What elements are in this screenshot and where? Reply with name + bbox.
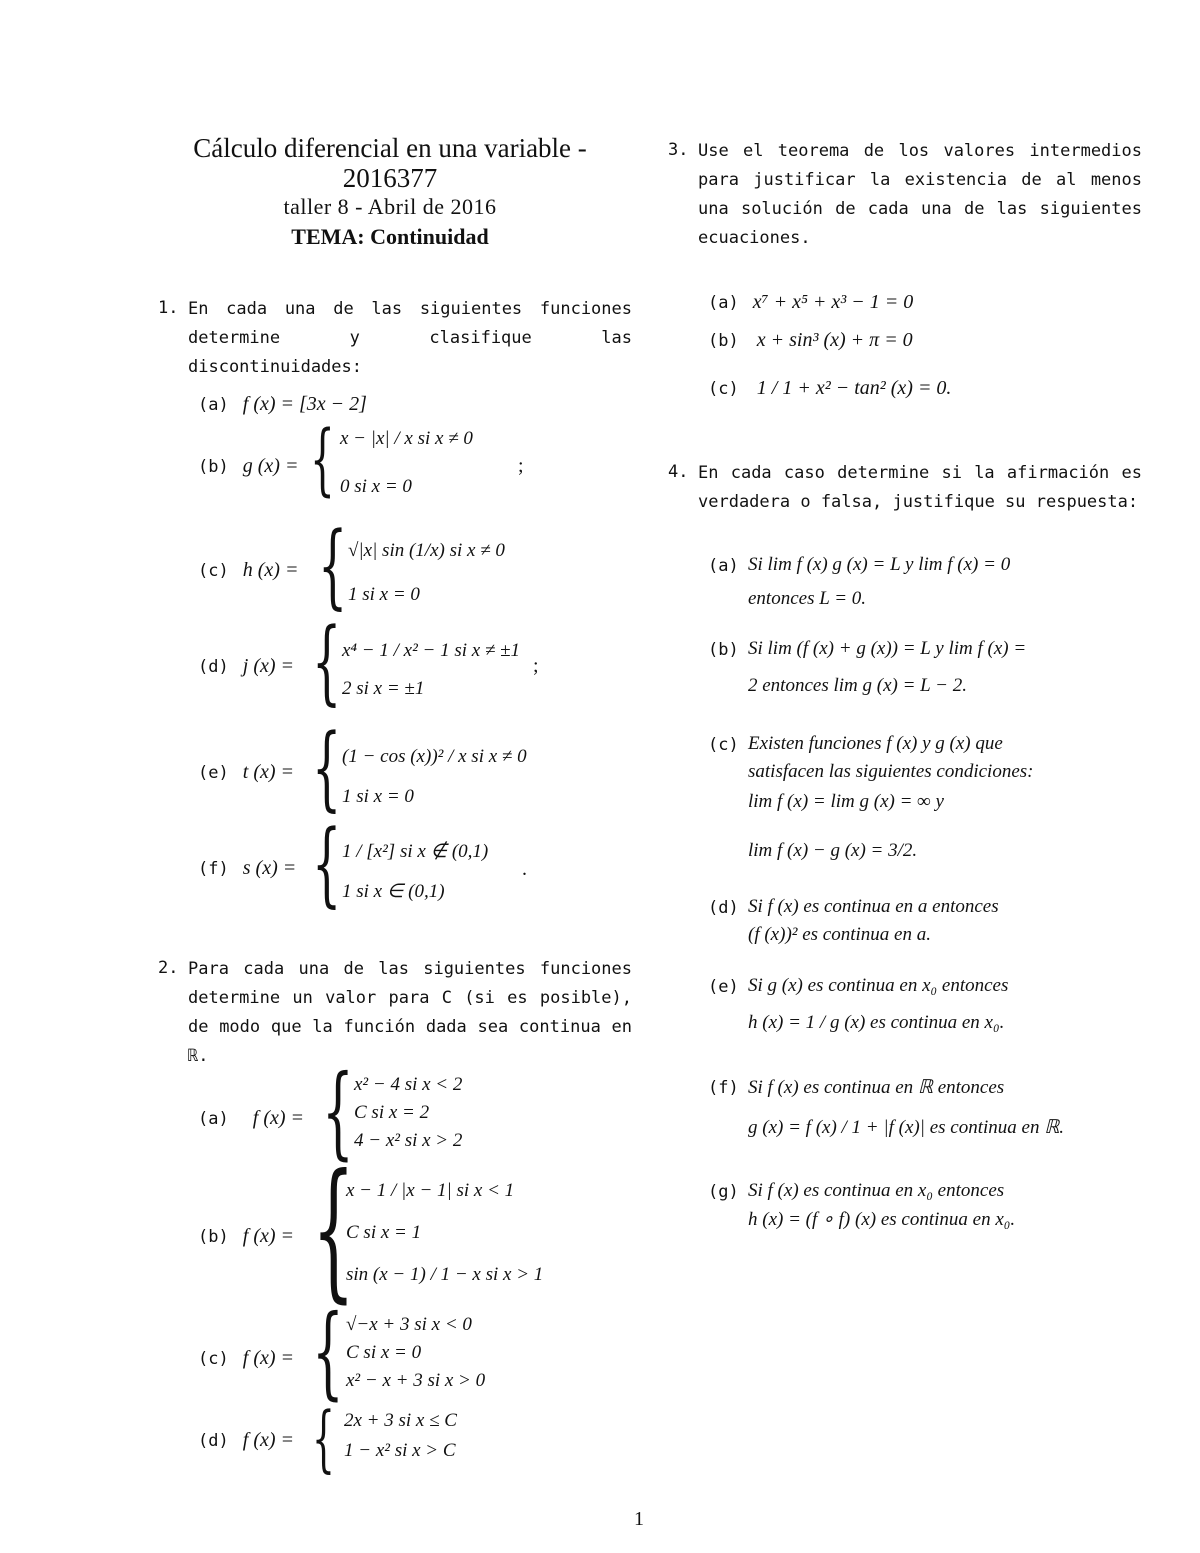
problem-4c-line2: satisfacen las siguientes condiciones: [748, 761, 1034, 782]
problem-1e: (e) t (x) = [198, 761, 295, 783]
problem-1b-case1: x − |x| / x si x ≠ 0 [340, 428, 473, 449]
problem-4b-label: (b) [708, 640, 739, 660]
problem-4c-line1: Existen funciones f (x) y g (x) que [748, 733, 1003, 754]
problem-1a: (a) f (x) = [3x − 2] [198, 393, 367, 415]
problem-4c-label: (c) [708, 735, 739, 755]
problem-4a-line2: entonces L = 0. [748, 588, 867, 609]
brace-1e: { [312, 714, 342, 821]
problem-4e-label: (e) [708, 977, 739, 997]
problem-4b-line2: 2 entonces lim g (x) = L − 2. [748, 675, 967, 696]
problem-4g-label: (g) [708, 1182, 739, 1202]
problem-4e-line2: h (x) = 1 / g (x) es continua en x₀. [748, 1012, 1005, 1033]
problem-2c-case2: C si x = 0 [346, 1342, 422, 1363]
problem-1-number: 1. [158, 298, 179, 318]
problem-1c: (c) h (x) = [198, 559, 299, 581]
problem-1f-case1: 1 / [x²] si x ∉ (0,1) [342, 841, 489, 862]
problem-4-text: En cada caso determine si la afirmación es verdadera o falsa, justifique su respuesta: [698, 463, 1142, 512]
problem-2d-case1: 2x + 3 si x ≤ C [344, 1410, 457, 1431]
problem-1d-tail: ; [533, 655, 539, 677]
problem-1c-case2: 1 si x = 0 [348, 584, 420, 605]
problem-2a-case3: 4 − x² si x > 2 [354, 1130, 463, 1151]
problem-1d-case1: x⁴ − 1 / x² − 1 si x ≠ ±1 [342, 640, 521, 661]
problem-2d: (d) f (x) = [198, 1429, 295, 1451]
problem-4d-line2: (f (x))² es continua en a. [748, 924, 931, 945]
problem-2a: (a) f (x) = [198, 1107, 305, 1129]
problem-4b-line1: Si lim (f (x) + g (x)) = L y lim f (x) = [748, 638, 1027, 659]
problem-1d: (d) j (x) = [198, 655, 295, 677]
brace-2b: { [312, 1143, 355, 1317]
problem-4-number: 4. [668, 462, 689, 482]
title-line2: 2016377 [342, 163, 438, 193]
problem-4g-line2: h (x) = (f ∘ f) (x) es continua en x₀. [748, 1209, 1016, 1230]
problem-2b-case3: sin (x − 1) / 1 − x si x > 1 [346, 1264, 544, 1285]
brace-2c: { [312, 1293, 344, 1410]
problem-2c-case1: √−x + 3 si x < 0 [346, 1314, 472, 1335]
brace-1b: { [310, 415, 335, 505]
problem-4e-line1: Si g (x) es continua en x₀ entonces [748, 975, 1009, 996]
problem-1f-case2: 1 si x ∈ (0,1) [342, 881, 445, 902]
problem-2d-case2: 1 − x² si x > C [344, 1440, 456, 1461]
problem-1f: (f) s (x) = [198, 857, 297, 879]
problem-2b-case1: x − 1 / |x − 1| si x < 1 [346, 1180, 515, 1201]
problem-3-text: Use el teorema de los valores intermedios para justificar la existencia de al menos una solución de cada una de las siguientes ecuaciones. [698, 141, 1142, 248]
brace-1d: { [312, 608, 342, 715]
problem-1f-tail: . [522, 858, 527, 880]
problem-1b-tail: ; [518, 455, 524, 477]
problem-2a-case1: x² − 4 si x < 2 [354, 1074, 463, 1095]
problem-4a-line1: Si lim f (x) g (x) = L y lim f (x) = 0 [748, 554, 1011, 575]
brace-1f: { [312, 810, 342, 917]
problem-2b: (b) f (x) = [198, 1225, 295, 1247]
brace-2d: { [312, 1396, 335, 1480]
problem-1b: (b) g (x) = [198, 455, 299, 477]
problem-4a-label: (a) [708, 556, 739, 576]
problem-2c: (c) f (x) = [198, 1347, 295, 1369]
problem-3a: (a) x⁷ + x⁵ + x³ − 1 = 0 [708, 291, 914, 313]
topic: TEMA: Continuidad [291, 224, 489, 249]
problem-4g-line1: Si f (x) es continua en x₀ entonces [748, 1180, 1005, 1201]
problem-4f-line1: Si f (x) es continua en ℝ entonces [748, 1077, 1005, 1098]
problem-2c-case3: x² − x + 3 si x > 0 [346, 1370, 486, 1391]
problem-3c: (c) 1 / 1 + x² − tan² (x) = 0. [708, 377, 952, 399]
subtitle: taller 8 - Abril de 2016 [283, 194, 497, 219]
problem-1c-case1: √|x| sin (1/x) si x ≠ 0 [348, 540, 505, 561]
problem-1b-case2: 0 si x = 0 [340, 476, 412, 497]
problem-3-number: 3. [668, 140, 689, 160]
problem-2a-case2: C si x = 2 [354, 1102, 430, 1123]
problem-3b: (b) x + sin³ (x) + π = 0 [708, 329, 913, 351]
problem-4c-line3: lim f (x) = lim g (x) = ∞ y [748, 791, 944, 812]
problem-1d-case2: 2 si x = ±1 [342, 678, 425, 699]
problem-1a-expr: f (x) = [3x − 2] [242, 393, 367, 415]
problem-1e-case2: 1 si x = 0 [342, 786, 414, 807]
problem-4f-label: (f) [708, 1078, 739, 1098]
problem-2-number: 2. [158, 958, 179, 978]
problem-4f-line2: g (x) = f (x) / 1 + |f (x)| es continua en ℝ. [748, 1117, 1064, 1138]
problem-1e-case1: (1 − cos (x))² / x si x ≠ 0 [342, 746, 527, 767]
problem-2b-case2: C si x = 1 [346, 1222, 422, 1243]
problem-1-text: En cada una de las siguientes funciones determine y clasifique las discontinuidades: [188, 299, 632, 377]
page-number: 1 [634, 1508, 644, 1530]
brace-2a: { [322, 1053, 354, 1170]
problem-4d-line1: Si f (x) es continua en a entonces [748, 896, 999, 917]
brace-1c: { [318, 512, 348, 619]
problem-2-text: Para cada una de las siguientes funciones determine un valor para C (si es posible), de modo que la función dada sea continua en ℝ. [188, 959, 632, 1066]
problem-4d-label: (d) [708, 898, 739, 918]
problem-4c-line4: lim f (x) − g (x) = 3/2. [748, 840, 918, 861]
title-line1: Cálculo diferencial en una variable - [193, 133, 587, 163]
